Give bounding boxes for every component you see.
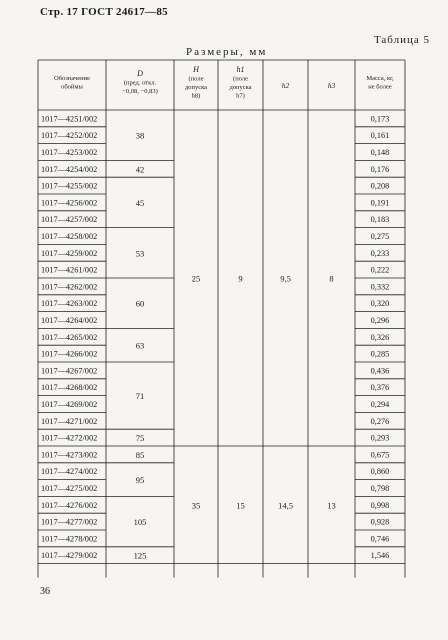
- H-value-0: 25: [191, 273, 201, 284]
- row-mass-15: 0,436: [370, 366, 390, 376]
- header-H-line-2: допуска: [184, 84, 208, 91]
- row-mass-26: 1,546: [370, 551, 390, 561]
- D-value-2: 45: [135, 197, 145, 208]
- row-designation-16: 1017—4268/002: [41, 383, 98, 393]
- D-value-10: 105: [133, 517, 147, 528]
- row-mass-23: 0,998: [370, 500, 390, 510]
- h3-value-0: 8: [329, 273, 334, 284]
- row-designation-17: 1017—4269/002: [41, 400, 98, 410]
- D-value-7: 75: [135, 433, 145, 444]
- row-designation-10: 1017—4262/002: [41, 282, 98, 292]
- row-mass-3: 0,176: [370, 164, 390, 174]
- row-designation-8: 1017—4259/002: [41, 248, 98, 258]
- row-designation-9: 1017—4261/002: [41, 265, 98, 275]
- row-designation-6: 1017—4257/002: [41, 215, 98, 225]
- row-designation-4: 1017—4255/002: [41, 181, 98, 191]
- row-mass-1: 0,161: [370, 131, 390, 141]
- row-mass-16: 0,376: [370, 383, 390, 393]
- row-designation-20: 1017—4273/002: [41, 450, 98, 460]
- row-designation-21: 1017—4274/002: [41, 467, 98, 477]
- row-designation-24: 1017—4277/002: [41, 517, 98, 527]
- row-mass-20: 0,675: [370, 450, 390, 460]
- h2-value-1: 14,5: [278, 500, 293, 511]
- row-designation-0: 1017—4251/002: [41, 114, 98, 124]
- D-value-1: 42: [135, 164, 145, 175]
- row-designation-25: 1017—4278/002: [41, 534, 98, 544]
- row-designation-18: 1017—4271/002: [41, 416, 98, 426]
- row-designation-11: 1017—4263/002: [41, 299, 98, 309]
- table-label: Таблица 5: [373, 34, 430, 46]
- row-mass-11: 0,320: [370, 299, 390, 309]
- row-mass-8: 0,233: [370, 248, 390, 258]
- table-caption: Размеры, мм: [186, 46, 268, 58]
- row-designation-13: 1017—4265/002: [41, 332, 98, 342]
- header-D-line-2: −0,08, −0,83): [122, 88, 158, 95]
- row-mass-14: 0,285: [370, 349, 390, 359]
- H-value-1: 35: [191, 500, 201, 511]
- header-h1-line-3: h7): [236, 92, 245, 100]
- row-mass-22: 0,798: [370, 484, 390, 494]
- h1-value-1: 15: [236, 500, 245, 511]
- header-h3: h3: [327, 81, 336, 90]
- h3-value-1: 13: [327, 500, 336, 511]
- row-mass-2: 0,148: [370, 148, 390, 158]
- h1-value-0: 9: [238, 273, 243, 284]
- row-mass-24: 0,928: [370, 517, 390, 527]
- page-number: 36: [40, 586, 50, 597]
- row-mass-6: 0,183: [370, 215, 390, 225]
- row-designation-22: 1017—4275/002: [41, 484, 98, 494]
- row-mass-7: 0,275: [370, 232, 390, 242]
- row-mass-19: 0,293: [370, 433, 390, 443]
- header-designation-line-1: обоймы: [61, 83, 83, 91]
- row-designation-2: 1017—4253/002: [41, 148, 98, 158]
- row-mass-0: 0,173: [370, 114, 390, 124]
- row-mass-5: 0,191: [370, 198, 390, 208]
- D-value-8: 85: [135, 449, 145, 460]
- header-h1-line-2: допуска: [229, 84, 252, 91]
- row-mass-17: 0,294: [370, 400, 390, 410]
- header-h1-line-1: (поле: [233, 75, 248, 83]
- row-mass-18: 0,276: [370, 416, 390, 426]
- row-designation-7: 1017—4258/002: [41, 232, 98, 242]
- row-designation-19: 1017—4272/002: [41, 433, 98, 443]
- row-designation-3: 1017—4254/002: [41, 164, 98, 174]
- row-designation-15: 1017—4267/002: [41, 366, 98, 376]
- row-designation-23: 1017—4276/002: [41, 500, 98, 510]
- header-designation-line-0: Обозначение: [54, 75, 90, 82]
- row-designation-12: 1017—4264/002: [41, 316, 98, 326]
- header-H-line-1: (поле: [188, 75, 204, 83]
- header-H-line-3: h8): [191, 92, 201, 100]
- header-H-line-0: H: [193, 65, 199, 74]
- h2-value-0: 9,5: [280, 273, 291, 284]
- row-designation-26: 1017—4279/002: [41, 551, 98, 561]
- page-header: Стр. 17 ГОСТ 24617—85: [40, 6, 168, 18]
- row-mass-13: 0,326: [370, 332, 390, 342]
- row-mass-10: 0,332: [370, 282, 390, 292]
- D-value-4: 60: [135, 298, 145, 309]
- header-mass-line-0: Масса, кг,: [366, 75, 394, 82]
- row-mass-9: 0,222: [370, 265, 390, 275]
- row-designation-14: 1017—4266/002: [41, 349, 98, 359]
- header-D-line-0: D: [137, 69, 143, 78]
- D-value-11: 125: [133, 550, 147, 561]
- header-D-line-1: (пред. откл.: [123, 79, 157, 87]
- header-h1-line-0: h1: [236, 65, 245, 74]
- row-mass-12: 0,296: [370, 316, 390, 326]
- row-mass-21: 0,860: [370, 467, 390, 477]
- row-designation-1: 1017—4252/002: [41, 131, 98, 141]
- D-value-9: 95: [135, 475, 145, 486]
- row-mass-4: 0,208: [370, 181, 390, 191]
- header-mass-line-1: не более: [368, 83, 392, 91]
- row-mass-25: 0,746: [370, 534, 390, 544]
- row-designation-5: 1017—4256/002: [41, 198, 98, 208]
- D-value-3: 53: [135, 248, 145, 259]
- header-h2: h2: [281, 81, 290, 90]
- D-value-0: 38: [135, 130, 145, 141]
- D-value-5: 63: [135, 340, 145, 351]
- D-value-6: 71: [135, 391, 145, 402]
